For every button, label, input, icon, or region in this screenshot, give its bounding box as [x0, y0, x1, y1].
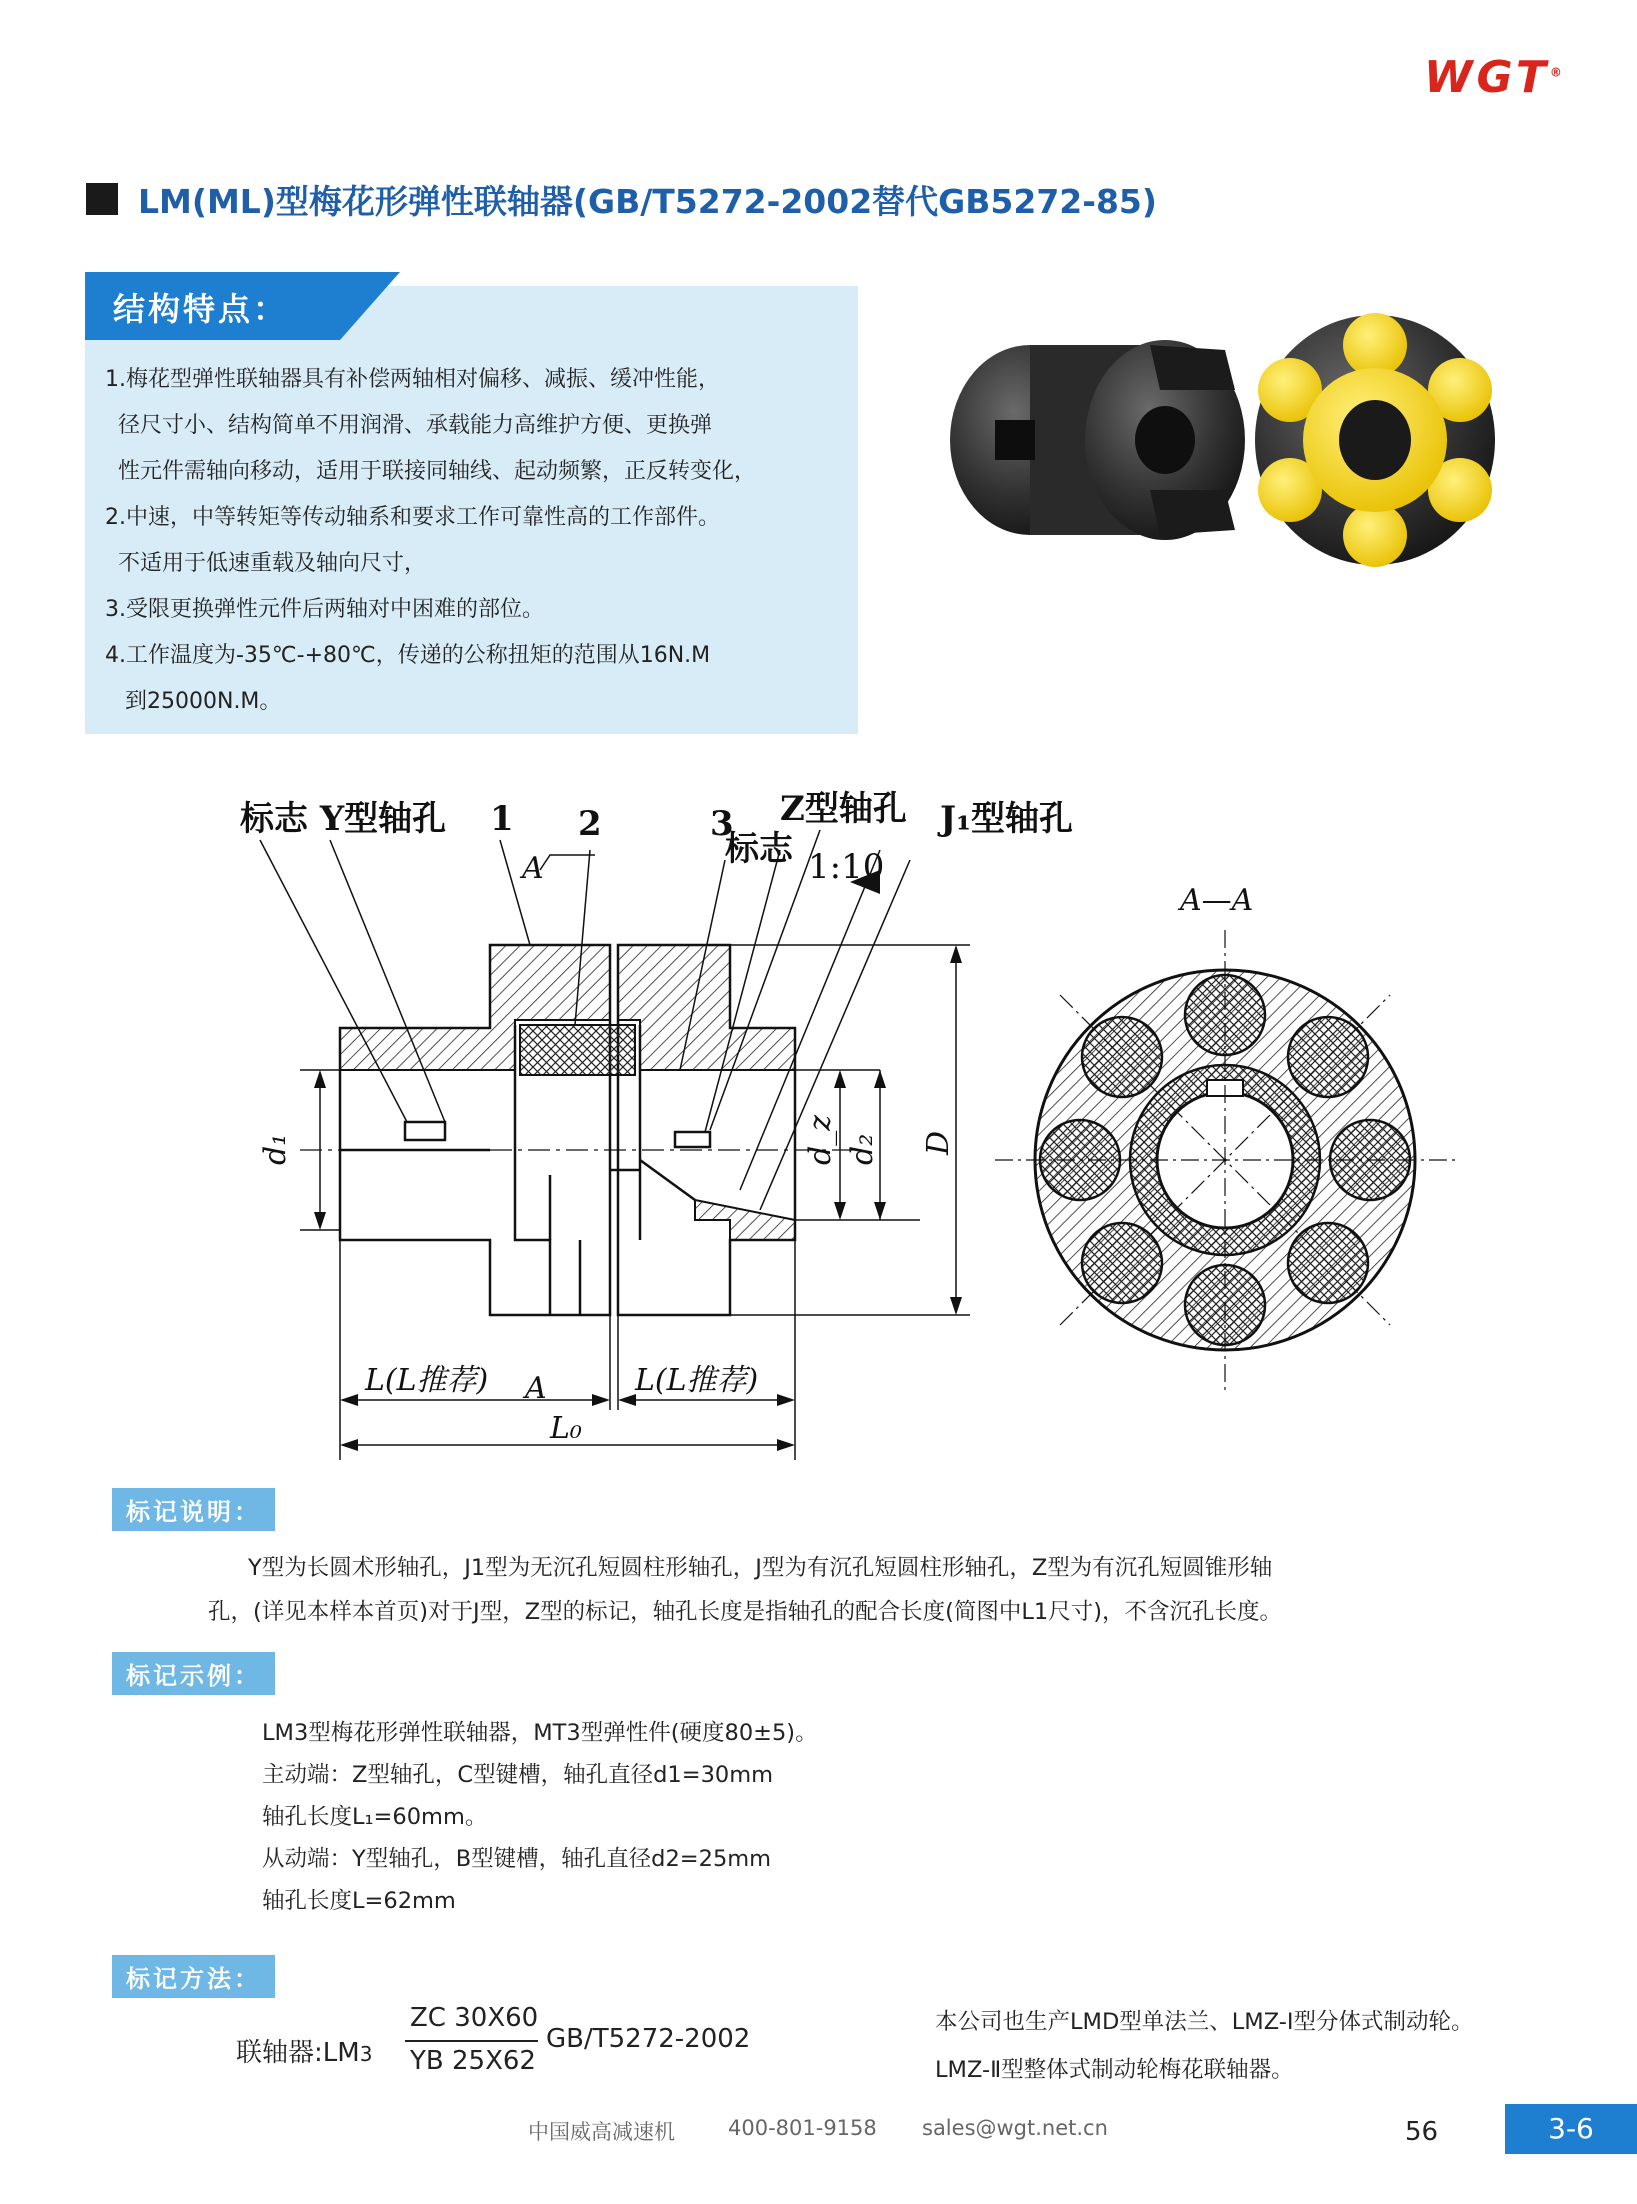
technical-drawing — [200, 770, 1460, 1490]
feature-line: 径尺寸小、结构简单不用润滑、承载能力高维护方便、更换弹 — [118, 413, 713, 438]
label-a-bottom: A — [525, 1371, 547, 1406]
label-d1: d₁ — [258, 1133, 293, 1165]
label-l-left: L(L推荐) — [365, 1363, 489, 1398]
feature-line: 不适用于低速重载及轴向尺寸， — [118, 551, 427, 576]
label-a-top: A — [522, 851, 544, 886]
page-title: LM(ML)型梅花形弹性联轴器(GB/T5272-2002替代GB5272-85) — [138, 182, 1157, 221]
marking-desc-line: Y型为长圆术形轴孔，J1型为无沉孔短圆柱形轴孔，J型为有沉孔短圆柱形轴孔，Z型为有沉孔短圆锥形轴 — [248, 1555, 1273, 1581]
formula-denominator: YB 25X62 — [410, 2046, 536, 2076]
label-mark-y-hole: 标志 Y型轴孔 — [240, 799, 447, 839]
formula-standard: GB/T5272-2002 — [546, 2024, 751, 2054]
label-taper: 1:10 — [808, 847, 885, 887]
section-number-tab: 3-6 — [1505, 2104, 1637, 2154]
feature-line: 4.工作温度为-35℃-+80℃，传递的公称扭矩的范围从16N.M — [105, 643, 711, 668]
label-section-aa: A—A — [1180, 883, 1254, 918]
feature-line: 3.受限更换弹性元件后两轴对中困难的部位。 — [105, 597, 544, 622]
marking-example-line: 轴孔长度L₁=60mm。 — [262, 1804, 488, 1830]
label-d2: d₂ — [845, 1133, 880, 1165]
footer-email: sales@wgt.net.cn — [922, 2116, 1108, 2140]
label-D: D — [921, 1130, 956, 1155]
label-part-3: 3 — [710, 804, 734, 844]
product-photo — [935, 300, 1505, 570]
feature-line: 2.中速，中等转矩等传动轴系和要求工作可靠性高的工作部件。 — [105, 505, 720, 530]
marking-example-line: LM3型梅花形弹性联轴器，MT3型弹性件(硬度80±5)。 — [262, 1720, 818, 1746]
company-note-line: 本公司也生产LMD型单法兰、LMZ-I型分体式制动轮。 — [935, 2009, 1474, 2035]
company-note-line: LMZ-Ⅱ型整体式制动轮梅花联轴器。 — [935, 2057, 1294, 2083]
label-dz: d_z — [803, 1114, 838, 1165]
label-mark-2: 标志 — [725, 829, 793, 869]
footer-phone: 400-801-9158 — [728, 2116, 877, 2140]
feature-line: 到25000N.M。 — [125, 689, 282, 714]
label-j1-hole: J₁型轴孔 — [940, 799, 1073, 839]
label-z-hole: Z型轴孔 — [780, 789, 907, 829]
brand-logo: WGT® — [1424, 52, 1566, 103]
formula-prefix: 联轴器:LM3 — [236, 2038, 373, 2068]
feature-line: 性元件需轴向移动，适用于联接同轴线、起动频繁，正反转变化， — [118, 459, 757, 484]
marking-example-tag: 标记示例： — [112, 1652, 275, 1695]
page-number: 56 — [1405, 2117, 1439, 2147]
title-square-icon — [86, 183, 118, 215]
features-heading: 结构特点： — [113, 290, 289, 328]
marking-example-line: 主动端：Z型轴孔，C型键槽，轴孔直径d1=30mm — [262, 1762, 774, 1788]
label-part-2: 2 — [578, 804, 602, 844]
fraction-bar — [405, 2040, 538, 2042]
marking-example-line: 从动端：Y型轴孔，B型键槽，轴孔直径d2=25mm — [262, 1846, 772, 1872]
marking-desc-line: 孔，(详见本样本首页)对于J型，Z型的标记，轴孔长度是指轴孔的配合长度(简图中L1尺寸)，不含沉孔长度。 — [208, 1599, 1283, 1625]
marking-method-tag: 标记方法： — [112, 1955, 275, 1998]
label-part-1: 1 — [490, 799, 514, 839]
footer-company: 中国威高减速机 — [528, 2120, 675, 2144]
label-l0: L₀ — [550, 1411, 582, 1446]
label-l-right: L(L推荐) — [635, 1363, 759, 1398]
formula-numerator: ZC 30X60 — [410, 2003, 539, 2033]
feature-line: 1.梅花型弹性联轴器具有补偿两轴相对偏移、减振、缓冲性能， — [105, 367, 720, 392]
marking-desc-tag: 标记说明： — [112, 1488, 275, 1531]
marking-example-line: 轴孔长度L=62mm — [262, 1888, 456, 1914]
